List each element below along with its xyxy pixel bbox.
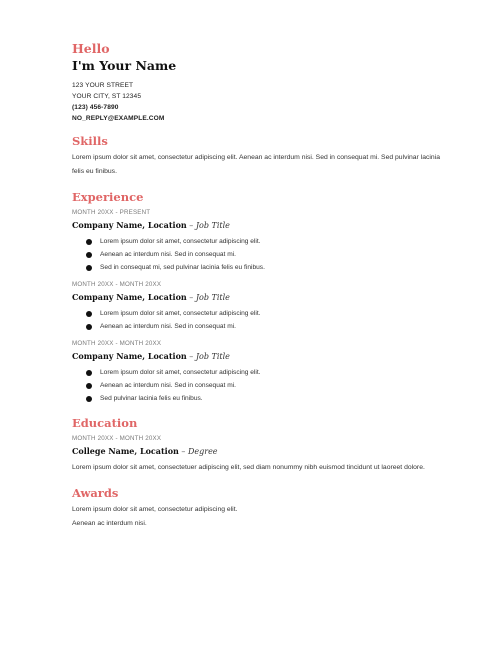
job-role: Job Title (195, 352, 230, 361)
list-item (84, 379, 442, 392)
street-address: 123 YOUR STREET (72, 82, 134, 89)
full-name: I'm Your Name (72, 58, 177, 73)
awards-line-2: Aenean ac interdum nisi. (72, 520, 147, 527)
company-name: Company Name, Location (72, 292, 187, 302)
bullet-icon (86, 252, 92, 258)
job-heading (72, 290, 442, 305)
bullet-text: Sed in consequat mi, sed pulvinar lacinia felis eu finibus. (100, 264, 265, 271)
bullet-text: Sed pulvinar lacinia felis eu finibus. (100, 395, 203, 402)
bullet-icon (86, 396, 92, 402)
job-bullets (72, 366, 442, 405)
education-dates: MONTH 20XX - MONTH 20XX (72, 435, 162, 442)
job-heading (72, 218, 442, 233)
awards-line-1: Lorem ipsum dolor sit amet, consectetur adipiscing elit. (72, 506, 238, 513)
city-state-zip: YOUR CITY, ST 12345 (72, 93, 142, 100)
bullet-icon (86, 311, 92, 317)
job-entry-3 (72, 339, 442, 405)
contact-block (72, 80, 442, 124)
company-name: Company Name, Location (72, 351, 187, 361)
bullet-icon (86, 383, 92, 389)
email-address: NO_REPLY@EXAMPLE.COM (72, 115, 165, 122)
job-dates: MONTH 20XX - MONTH 20XX (72, 340, 162, 347)
education-heading-line (72, 444, 442, 459)
skills-heading: Skills (72, 134, 108, 148)
company-name: Company Name, Location (72, 220, 187, 230)
list-item (84, 235, 442, 248)
job-bullets (72, 235, 442, 274)
education-heading: Education (72, 416, 138, 430)
bullet-text: Aenean ac interdum nisi. Sed in consequat mi. (100, 251, 236, 258)
awards-heading: Awards (72, 486, 119, 500)
bullet-icon (86, 265, 92, 271)
title-separator: – (178, 447, 188, 456)
skills-text: Lorem ipsum dolor sit amet, consectetur adipiscing elit. Aenean ac interdum nisi. Sed in consequat mi. Sed pulvinar lacinia felis eu finibus. (72, 154, 440, 175)
experience-heading: Experience (72, 190, 144, 204)
title-separator: – (186, 352, 196, 361)
school-name: College Name, Location (72, 446, 179, 456)
job-role: Job Title (195, 221, 230, 230)
title-separator: – (186, 221, 196, 230)
resume-content (72, 41, 442, 531)
job-entry-2 (72, 280, 442, 333)
bullet-icon (86, 324, 92, 330)
list-item (84, 392, 442, 405)
job-heading (72, 349, 442, 364)
job-dates: MONTH 20XX - MONTH 20XX (72, 281, 162, 288)
bullet-text: Lorem ipsum dolor sit amet, consectetur adipiscing elit. (100, 238, 261, 245)
bullet-text: Aenean ac interdum nisi. Sed in consequat mi. (100, 382, 236, 389)
awards-text (72, 503, 442, 531)
list-item (84, 248, 442, 261)
phone-number: (123) 456-7890 (72, 104, 119, 111)
education-text: Lorem ipsum dolor sit amet, consectetuer adipiscing elit, sed diam nonummy nibh euismod tincidunt ut laoreet dolore. (72, 464, 425, 471)
bullet-text: Lorem ipsum dolor sit amet, consectetur adipiscing elit. (100, 369, 261, 376)
job-entry-1 (72, 208, 442, 274)
greeting: Hello (72, 41, 110, 56)
title-separator: – (186, 293, 196, 302)
job-dates: MONTH 20XX - PRESENT (72, 209, 151, 216)
bullet-icon (86, 370, 92, 376)
bullet-text: Lorem ipsum dolor sit amet, consectetur adipiscing elit. (100, 310, 261, 317)
bullet-text: Aenean ac interdum nisi. Sed in consequat mi. (100, 323, 236, 330)
job-role: Job Title (195, 293, 230, 302)
list-item (84, 320, 442, 333)
bullet-icon (86, 239, 92, 245)
list-item (84, 307, 442, 320)
degree: Degree (187, 447, 218, 456)
list-item (84, 261, 442, 274)
list-item (84, 366, 442, 379)
job-bullets (72, 307, 442, 333)
